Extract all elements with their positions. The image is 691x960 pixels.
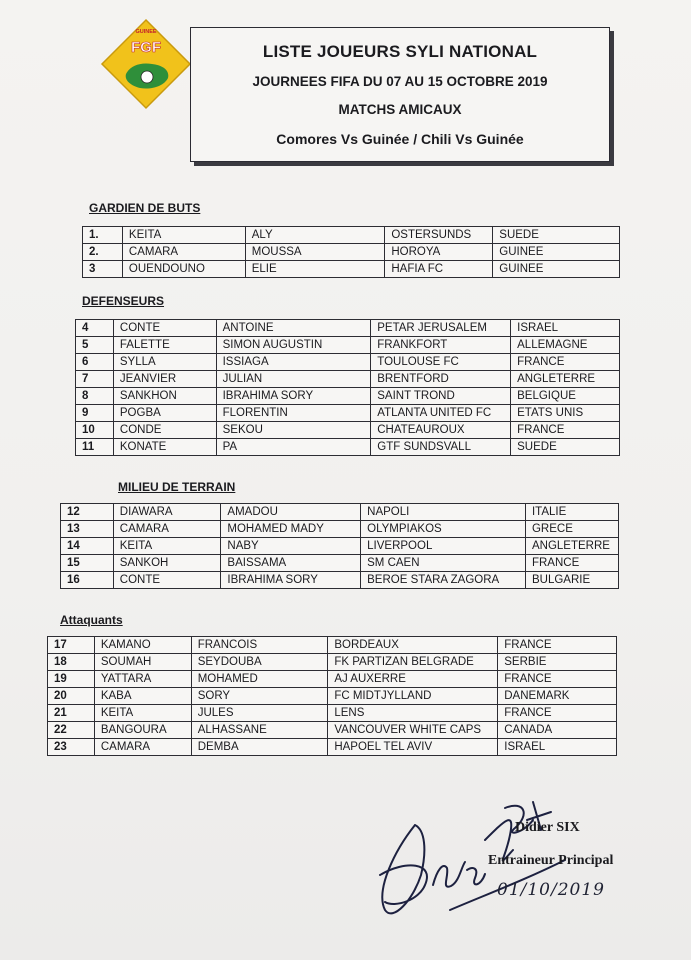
player-number: 13 (61, 521, 114, 538)
player-first-name: ALHASSANE (191, 722, 328, 739)
player-club: VANCOUVER WHITE CAPS (328, 722, 498, 739)
player-number: 7 (76, 371, 114, 388)
player-last-name: OUENDOUNO (122, 261, 245, 278)
player-last-name: SANKHON (113, 388, 216, 405)
player-first-name: MOUSSA (245, 244, 385, 261)
defenders-table (75, 319, 620, 456)
player-country: ISRAEL (511, 320, 620, 337)
player-country: ANGLETERRE (525, 538, 618, 555)
player-last-name: SOUMAH (94, 654, 191, 671)
section-title-forwards: Attaquants (60, 613, 123, 627)
player-country: FRANCE (511, 422, 620, 439)
player-last-name: FALETTE (113, 337, 216, 354)
player-row (76, 337, 620, 354)
player-club: ATLANTA UNITED FC (371, 405, 511, 422)
player-row (48, 688, 617, 705)
player-country: ETATS UNIS (511, 405, 620, 422)
player-club: BEROE STARA ZAGORA (361, 572, 526, 589)
player-last-name: KEITA (94, 705, 191, 722)
player-number: 10 (76, 422, 114, 439)
player-last-name: CAMARA (113, 521, 221, 538)
player-first-name: IBRAHIMA SORY (216, 388, 371, 405)
player-club: FC MIDTJYLLAND (328, 688, 498, 705)
player-row (83, 261, 620, 278)
player-country: SUEDE (493, 227, 620, 244)
player-club: HAFIA FC (385, 261, 493, 278)
player-last-name: KABA (94, 688, 191, 705)
player-country: ITALIE (525, 504, 618, 521)
player-club: LIVERPOOL (361, 538, 526, 555)
player-number: 15 (61, 555, 114, 572)
player-number: 22 (48, 722, 95, 739)
player-first-name: MOHAMED (191, 671, 328, 688)
player-first-name: PA (216, 439, 371, 456)
player-row (48, 705, 617, 722)
document-subtitle: JOURNEES FIFA DU 07 AU 15 OCTOBRE 2019 (252, 74, 548, 89)
player-country: BELGIQUE (511, 388, 620, 405)
federation-logo (100, 18, 192, 110)
player-country: FRANCE (498, 705, 617, 722)
player-country: ALLEMAGNE (511, 337, 620, 354)
player-country: SERBIE (498, 654, 617, 671)
player-first-name: FRANCOIS (191, 637, 328, 654)
fixtures-line: Comores Vs Guinée / Chili Vs Guinée (276, 131, 524, 147)
player-number: 14 (61, 538, 114, 555)
player-first-name: JULIAN (216, 371, 371, 388)
player-first-name: MOHAMED MADY (221, 521, 361, 538)
player-number: 3 (83, 261, 123, 278)
player-row (48, 739, 617, 756)
player-club: HOROYA (385, 244, 493, 261)
player-first-name: DEMBA (191, 739, 328, 756)
player-last-name: CONDE (113, 422, 216, 439)
player-last-name: BANGOURA (94, 722, 191, 739)
player-row (48, 722, 617, 739)
player-club: BRENTFORD (371, 371, 511, 388)
player-last-name: KEITA (113, 538, 221, 555)
player-first-name: BAISSAMA (221, 555, 361, 572)
player-first-name: AMADOU (221, 504, 361, 521)
player-last-name: KAMANO (94, 637, 191, 654)
player-club: PETAR JERUSALEM (371, 320, 511, 337)
player-row (61, 555, 619, 572)
player-country: SUEDE (511, 439, 620, 456)
player-last-name: CAMARA (94, 739, 191, 756)
player-number: 8 (76, 388, 114, 405)
player-last-name: JEANVIER (113, 371, 216, 388)
player-number: 16 (61, 572, 114, 589)
player-country: FRANCE (511, 354, 620, 371)
player-first-name: ANTOINE (216, 320, 371, 337)
player-last-name: KEITA (122, 227, 245, 244)
player-number: 19 (48, 671, 95, 688)
player-first-name: FLORENTIN (216, 405, 371, 422)
player-number: 11 (76, 439, 114, 456)
section-title-goalkeepers: GARDIEN DE BUTS (89, 201, 201, 215)
player-club: FK PARTIZAN BELGRADE (328, 654, 498, 671)
player-number: 21 (48, 705, 95, 722)
player-row (76, 439, 620, 456)
player-first-name: ALY (245, 227, 385, 244)
player-first-name: JULES (191, 705, 328, 722)
player-club: NAPOLI (361, 504, 526, 521)
player-number: 18 (48, 654, 95, 671)
player-club: CHATEAUROUX (371, 422, 511, 439)
player-first-name: IBRAHIMA SORY (221, 572, 361, 589)
player-club: TOULOUSE FC (371, 354, 511, 371)
player-row (48, 654, 617, 671)
matches-heading: MATCHS AMICAUX (338, 102, 462, 117)
player-country: CANADA (498, 722, 617, 739)
player-country: BULGARIE (525, 572, 618, 589)
player-row (76, 388, 620, 405)
player-country: GUINEE (493, 261, 620, 278)
player-country: GRECE (525, 521, 618, 538)
player-country: ISRAEL (498, 739, 617, 756)
coach-name: Didier SIX (515, 820, 580, 835)
document-title: LISTE JOUEURS SYLI NATIONAL (262, 42, 538, 61)
title-box (190, 27, 610, 162)
player-club: LENS (328, 705, 498, 722)
player-row (76, 354, 620, 371)
section-title-midfielders: MILIEU DE TERRAIN (118, 480, 236, 494)
player-country: ANGLETERRE (511, 371, 620, 388)
player-row (83, 227, 620, 244)
player-row (76, 405, 620, 422)
logo-small-text: GUINEE (135, 29, 157, 35)
player-club: BORDEAUX (328, 637, 498, 654)
player-last-name: SANKOH (113, 555, 221, 572)
player-club: OLYMPIAKOS (361, 521, 526, 538)
player-last-name: CAMARA (122, 244, 245, 261)
player-last-name: DIAWARA (113, 504, 221, 521)
player-number: 23 (48, 739, 95, 756)
goalkeepers-table (82, 226, 620, 278)
player-club: GTF SUNDSVALL (371, 439, 511, 456)
player-row (61, 521, 619, 538)
player-number: 17 (48, 637, 95, 654)
player-first-name: ELIE (245, 261, 385, 278)
player-club: SAINT TROND (371, 388, 511, 405)
player-row (61, 504, 619, 521)
player-first-name: ISSIAGA (216, 354, 371, 371)
player-country: FRANCE (525, 555, 618, 572)
player-last-name: KONATE (113, 439, 216, 456)
player-number: 4 (76, 320, 114, 337)
player-first-name: NABY (221, 538, 361, 555)
player-row (76, 422, 620, 439)
player-first-name: SORY (191, 688, 328, 705)
player-number: 6 (76, 354, 114, 371)
player-number: 12 (61, 504, 114, 521)
player-number: 5 (76, 337, 114, 354)
player-club: AJ AUXERRE (328, 671, 498, 688)
player-last-name: YATTARA (94, 671, 191, 688)
forwards-table (47, 636, 617, 756)
player-row (48, 671, 617, 688)
player-row (61, 538, 619, 555)
player-row (76, 320, 620, 337)
player-last-name: CONTE (113, 572, 221, 589)
player-number: 20 (48, 688, 95, 705)
player-first-name: SEYDOUBA (191, 654, 328, 671)
player-club: FRANKFORT (371, 337, 511, 354)
player-club: SM CAEN (361, 555, 526, 572)
player-club: OSTERSUNDS (385, 227, 493, 244)
player-row (76, 371, 620, 388)
player-number: 1. (83, 227, 123, 244)
section-title-defenders: DEFENSEURS (82, 294, 165, 308)
player-country: FRANCE (498, 637, 617, 654)
player-last-name: SYLLA (113, 354, 216, 371)
player-country: DANEMARK (498, 688, 617, 705)
player-number: 2. (83, 244, 123, 261)
player-club: HAPOEL TEL AVIV (328, 739, 498, 756)
player-first-name: SIMON AUGUSTIN (216, 337, 371, 354)
logo-text: FGF (131, 39, 161, 56)
player-first-name: SEKOU (216, 422, 371, 439)
player-country: FRANCE (498, 671, 617, 688)
player-row (83, 244, 620, 261)
player-last-name: CONTE (113, 320, 216, 337)
signature-date: 01/10/2019 (497, 880, 605, 900)
player-number: 9 (76, 405, 114, 422)
player-country: GUINEE (493, 244, 620, 261)
player-row (48, 637, 617, 654)
player-last-name: POGBA (113, 405, 216, 422)
midfielders-table (60, 503, 619, 589)
player-row (61, 572, 619, 589)
coach-role: Entraineur Principal (488, 853, 614, 868)
